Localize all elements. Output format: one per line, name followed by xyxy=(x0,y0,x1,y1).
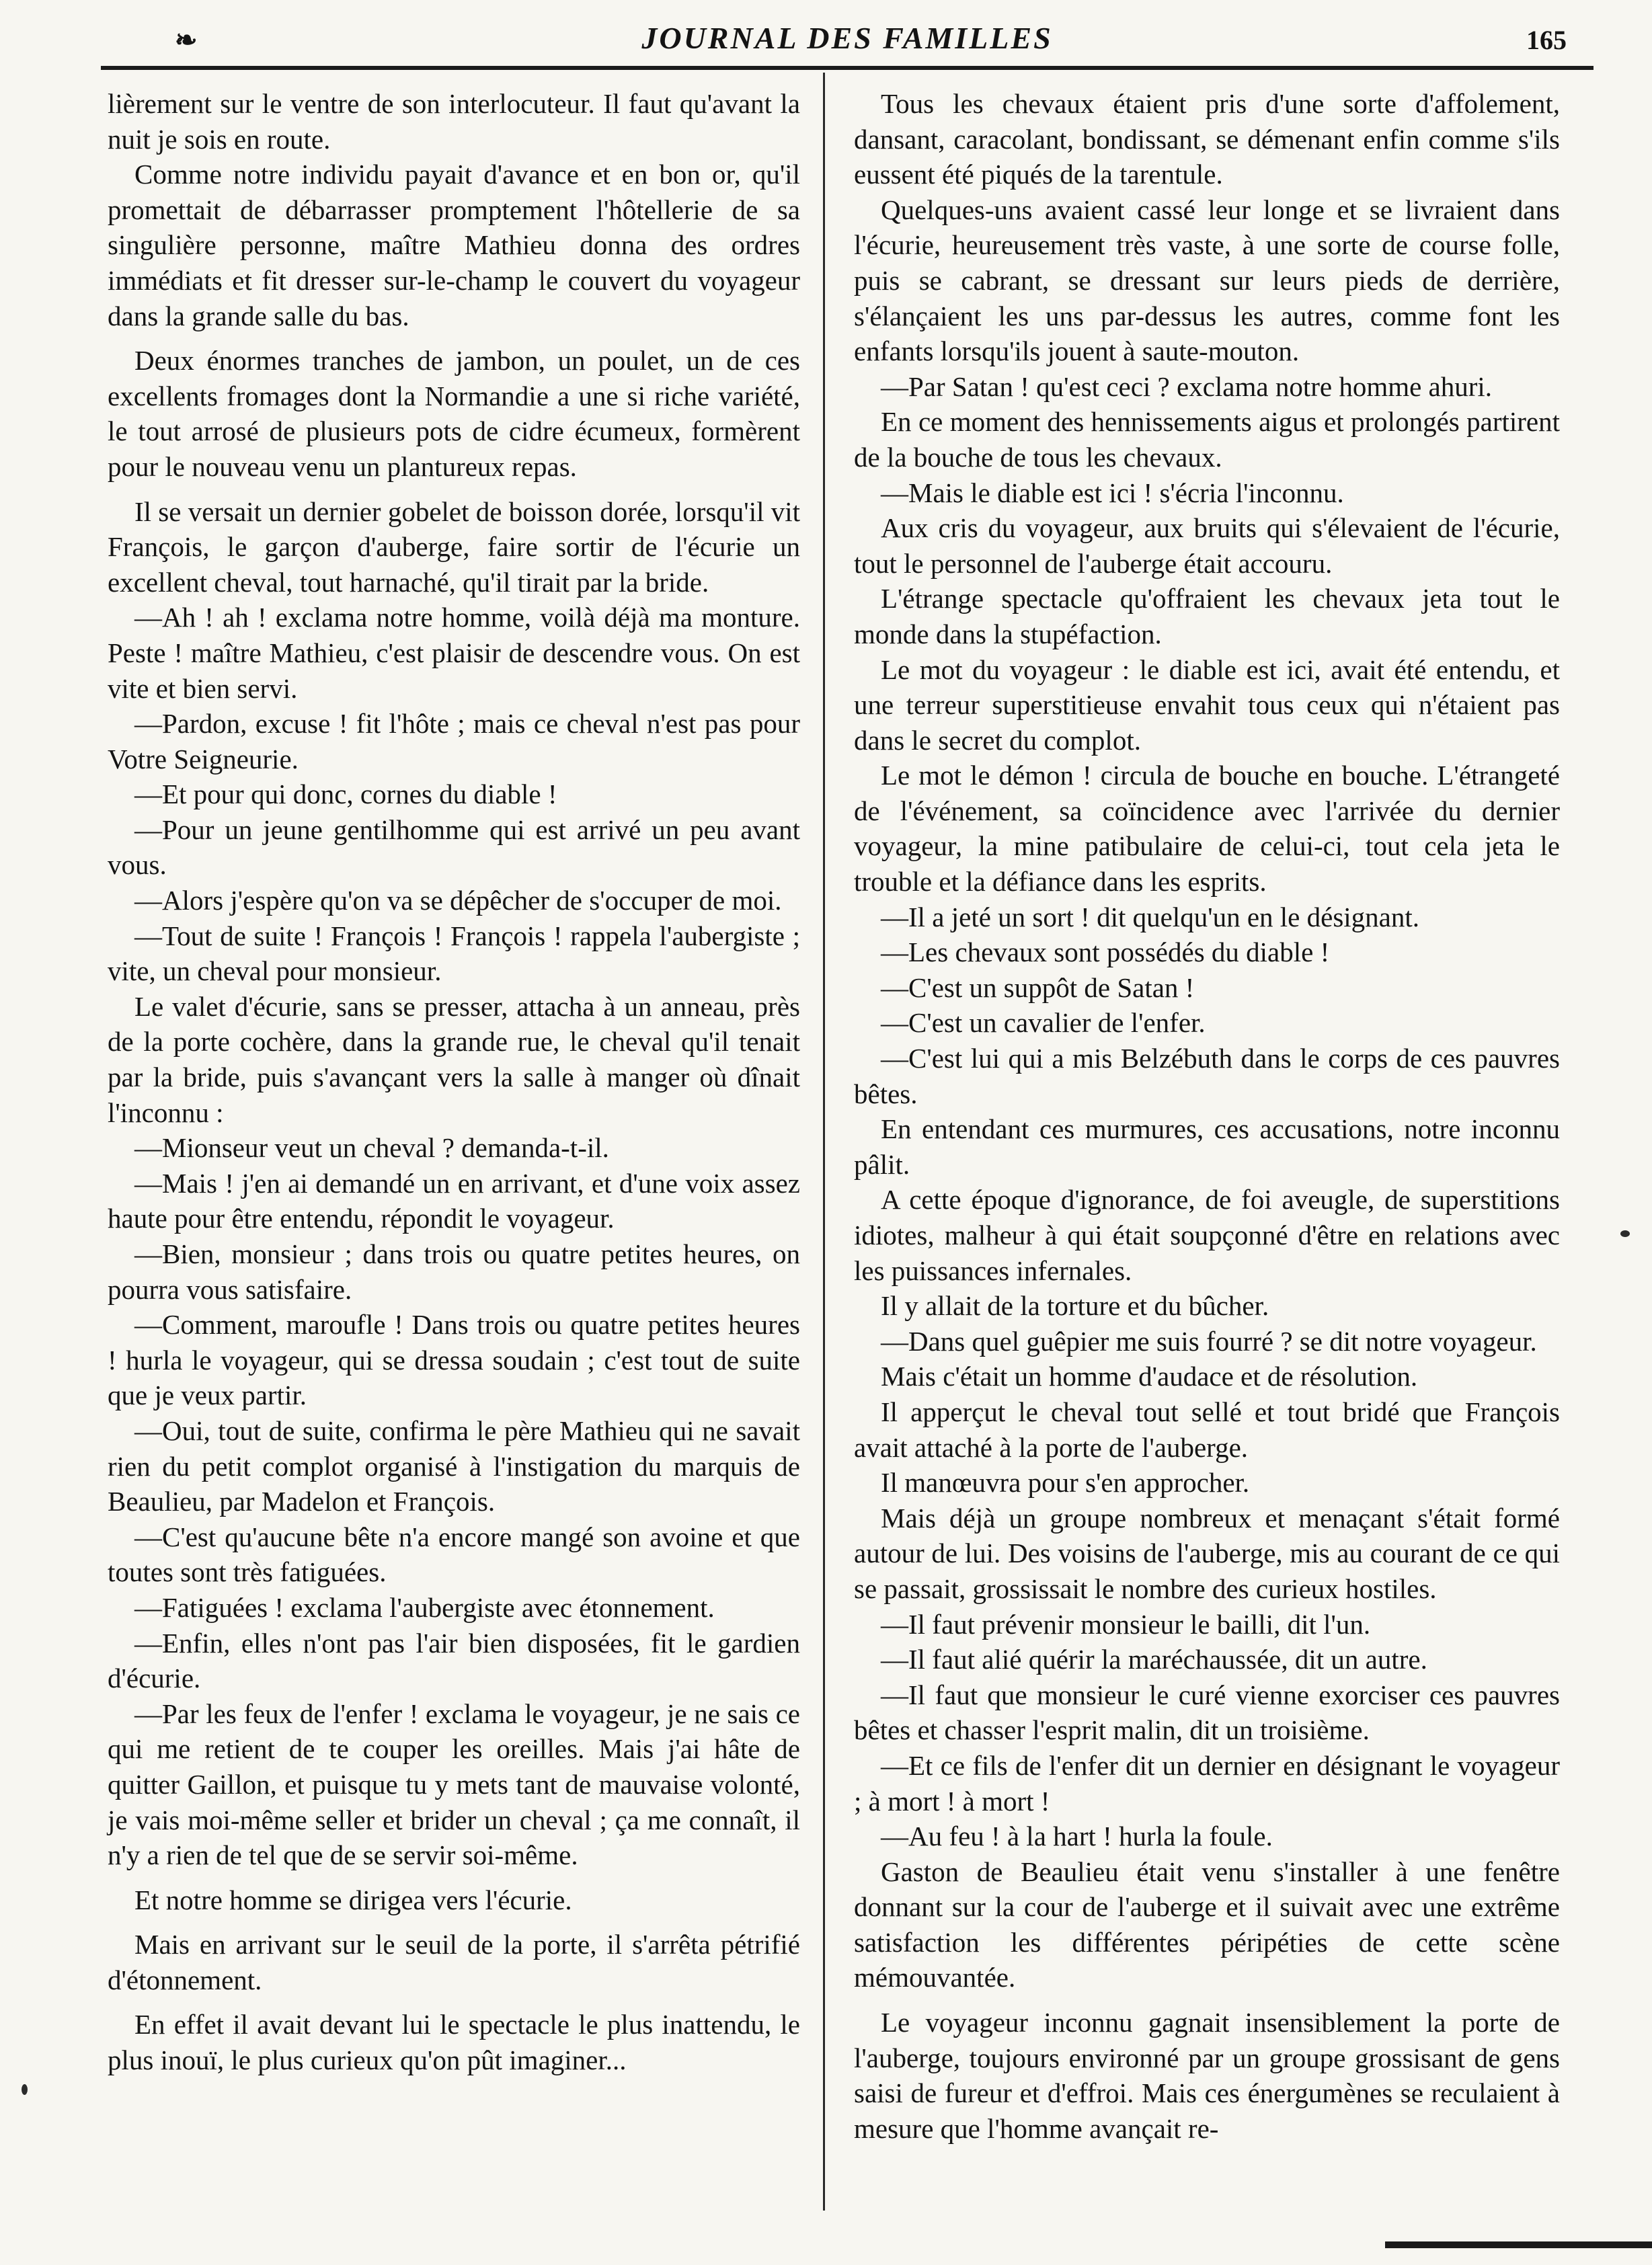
paragraph: —Tout de suite ! François ! François ! rappela l'aubergiste ; vite, un cheval pour monsieur. xyxy=(108,920,800,987)
paragraph: —Enfin, elles n'ont pas l'air bien disposées, fit le gardien d'écurie. xyxy=(108,1627,800,1694)
paragraph: —Fatiguées ! exclama l'aubergiste avec étonnement. xyxy=(134,1591,715,1623)
paragraph: —Mionseur veut un cheval ? demanda-t-il. xyxy=(134,1132,609,1164)
paragraph: Deux énormes tranches de jambon, un poulet, un de ces excellents fromages dont la Normandie a une si riche variété, le tout arrosé de plusieurs pots de cidre écumeux, formèrent pour le nouveau venu un plantureux repas. xyxy=(108,345,800,482)
paragraph: En effet il avait devant lui le spectacle le plus inattendu, le plus inouï, le plus curieux qu'on pût imaginer... xyxy=(108,2009,800,2076)
paragraph: —Il faut que monsieur le curé vienne exorciser ces pauvres bêtes et chasser l'esprit malin, dit un troisième. xyxy=(854,1679,1560,1746)
paragraph: —Bien, monsieur ; dans trois ou quatre petites heures, on pourra vous satisfaire. xyxy=(108,1238,800,1305)
paragraph: Gaston de Beaulieu était venu s'installer à une fenêtre donnant sur la cour de l'auberge et il suivait avec une extrême satisfaction les différentes péripéties de cette scène mémouvantée. xyxy=(854,1856,1560,1993)
paragraph: —C'est qu'aucune bête n'a encore mangé son avoine et que toutes sont très fatiguées. xyxy=(108,1521,800,1588)
paragraph: —Et pour qui donc, cornes du diable ! xyxy=(134,779,557,810)
paragraph: —C'est un cavalier de l'enfer. xyxy=(881,1007,1206,1039)
page-edge-shadow xyxy=(1385,2241,1652,2248)
paragraph: Le valet d'écurie, sans se presser, attacha à un anneau, près de la porte cochère, dans la grande rue, le cheval qu'il tenait par la bride, puis s'avançant vers la salle à manger où dînait l'inconnu : xyxy=(108,990,800,1128)
left-column xyxy=(108,86,800,2078)
journal-title: JOURNAL DES FAMILLES xyxy=(641,21,1053,55)
paragraph: lièrement sur le ventre de son interlocuteur. Il faut qu'avant la nuit je sois en route. xyxy=(108,88,800,155)
paragraph: Le mot du voyageur : le diable est ici, avait été entendu, et une terreur superstitieuse envahit tous ceux qui n'étaient pas dans le secret du complot. xyxy=(854,653,1560,756)
paragraph: —Il faut alié quérir la maréchaussée, dit un autre. xyxy=(881,1644,1427,1675)
page-number: 165 xyxy=(1526,25,1567,55)
ink-speck xyxy=(1620,1230,1630,1237)
paragraph: —Au feu ! à la hart ! hurla la foule. xyxy=(881,1821,1273,1852)
paragraph: —Il faut prévenir monsieur le bailli, dit l'un. xyxy=(881,1608,1371,1640)
paragraph: L'étrange spectacle qu'offraient les chevaux jeta tout le monde dans la stupéfaction. xyxy=(854,583,1560,649)
paragraph: Mais en arrivant sur le seuil de la porte, il s'arrêta pétrifié d'étonnement. xyxy=(108,1929,800,1995)
paragraph: —Par Satan ! qu'est ceci ? exclama notre homme ahuri. xyxy=(881,370,1493,402)
paragraph: —Et ce fils de l'enfer dit un dernier en désignant le voyageur ; à mort ! à mort ! xyxy=(854,1749,1560,1817)
right-column xyxy=(854,86,1560,2146)
paragraph: Il manœuvra pour s'en approcher. xyxy=(881,1467,1250,1499)
paragraph: Mais déjà un groupe nombreux et menaçant s'était formé autour de lui. Des voisins de l'auberge, mis au courant de ce qui se passait, grossissait le nombre des curieux hostiles. xyxy=(854,1502,1560,1604)
paragraph: Le mot le démon ! circula de bouche en bouche. L'étrangeté de l'événement, sa coïncidence avec l'arrivée du dernier voyageur, la mine patibulaire de celui-ci, tout cela jeta le trouble et la défiance dans les esprits. xyxy=(854,760,1560,898)
paragraph: —Par les feux de l'enfer ! exclama le voyageur, je ne sais ce qui me retient de te couper les oreilles. Mais j'ai hâte de quitter Gaillon, et puisque tu y mets tant de mauvaise volonté, je vais moi-même seller et brider un cheval ; ça me connaît, il n'y a rien de tel que de se servir soi-même. xyxy=(108,1698,800,1871)
page-header xyxy=(101,12,1594,73)
paragraph: Mais c'était un homme d'audace et de résolution. xyxy=(881,1361,1418,1392)
header-rule xyxy=(101,66,1594,70)
paragraph: Et notre homme se dirigea vers l'écurie. xyxy=(134,1884,572,1915)
paragraph: Il se versait un dernier gobelet de boisson dorée, lorsqu'il vit François, le garçon d'auberge, faire sortir de l'écurie un excellent cheval, tout harnaché, qu'il tirait par la bride. xyxy=(108,495,801,598)
paragraph: Quelques-uns avaient cassé leur longe et se livraient dans l'écurie, heureusement très vaste, à une sorte de course folle, puis se cabrant, se dressant sur leurs pieds de derrière, s'élançaient les uns par-dessus les autres, comme font les enfants lorsqu'ils jouent à saute-mouton. xyxy=(854,194,1560,367)
ink-speck xyxy=(22,2084,28,2095)
paragraph: —Pour un jeune gentilhomme qui est arrivé un peu avant vous. xyxy=(108,813,800,881)
paragraph: A cette époque d'ignorance, de foi aveugle, de superstitions idiotes, malheur à qui était soupçonné d'être en relations avec les puissances infernales. xyxy=(854,1184,1560,1286)
header-ornament: ❧ xyxy=(175,25,198,55)
column-divider xyxy=(823,73,825,2211)
paragraph: —Mais le diable est ici ! s'écria l'inconnu. xyxy=(881,477,1344,508)
paragraph: Il y allait de la torture et du bûcher. xyxy=(881,1290,1269,1322)
paragraph: —Ah ! ah ! exclama notre homme, voilà déjà ma monture. Peste ! maître Mathieu, c'est plaisir de descendre vous. On est vite et bien servi. xyxy=(108,602,800,704)
paragraph: —Dans quel guêpier me suis fourré ? se dit notre voyageur. xyxy=(881,1325,1537,1357)
paragraph: —Oui, tout de suite, confirma le père Mathieu qui ne savait rien du petit complot organisé à l'instigation du marquis de Beaulieu, par Madelon et François. xyxy=(108,1415,800,1517)
paragraph: —C'est lui qui a mis Belzébuth dans le corps de ces pauvres bêtes. xyxy=(854,1043,1560,1109)
paragraph: En ce moment des hennissements aigus et prolongés partirent de la bouche de tous les chevaux. xyxy=(854,406,1560,473)
paragraph: —C'est un suppôt de Satan ! xyxy=(881,971,1195,1003)
paragraph: —Les chevaux sont possédés du diable ! xyxy=(881,937,1330,968)
paragraph: Le voyageur inconnu gagnait insensiblement la porte de l'auberge, toujours environné par un groupe grossisant de gens saisi de fureur et d'effroi. Mais ces énergumènes se reculaient à mesure que l'homme avançait re- xyxy=(854,2007,1560,2144)
paragraph: Il apperçut le cheval tout sellé et tout bridé que François avait attaché à la porte de l'auberge. xyxy=(854,1396,1560,1463)
paragraph: —Pardon, excuse ! fit l'hôte ; mais ce cheval n'est pas pour Votre Seigneurie. xyxy=(108,708,800,774)
paragraph: Tous les chevaux étaient pris d'une sorte d'affolement, dansant, caracolant, bondissant, se démenant enfin comme s'ils eussent été piqués de la tarentule. xyxy=(854,88,1560,190)
paragraph: —Alors j'espère qu'on va se dépêcher de s'occuper de moi. xyxy=(134,885,782,916)
paragraph: —Il a jeté un sort ! dit quelqu'un en le désignant. xyxy=(881,901,1420,932)
paragraph: —Comment, maroufle ! Dans trois ou quatre petites heures ! hurla le voyageur, qui se dressa soudain ; c'est tout de suite que je veux partir. xyxy=(108,1309,800,1411)
paragraph: Comme notre individu payait d'avance et en bon or, qu'il promettait de débarrasser promptement l'hôtellerie de sa singulière personne, maître Mathieu donna des ordres immédiats et fit dresser sur-le-champ le couvert du voyageur dans la grande salle du bas. xyxy=(108,159,800,331)
paragraph: —Mais ! j'en ai demandé un en arrivant, et d'une voix assez haute pour être entendu, répondit le voyageur. xyxy=(108,1167,800,1234)
paragraph: Aux cris du voyageur, aux bruits qui s'élevaient de l'écurie, tout le personnel de l'auberge était accouru. xyxy=(854,512,1560,579)
paragraph: En entendant ces murmures, ces accusations, notre inconnu pâlit. xyxy=(854,1113,1560,1180)
